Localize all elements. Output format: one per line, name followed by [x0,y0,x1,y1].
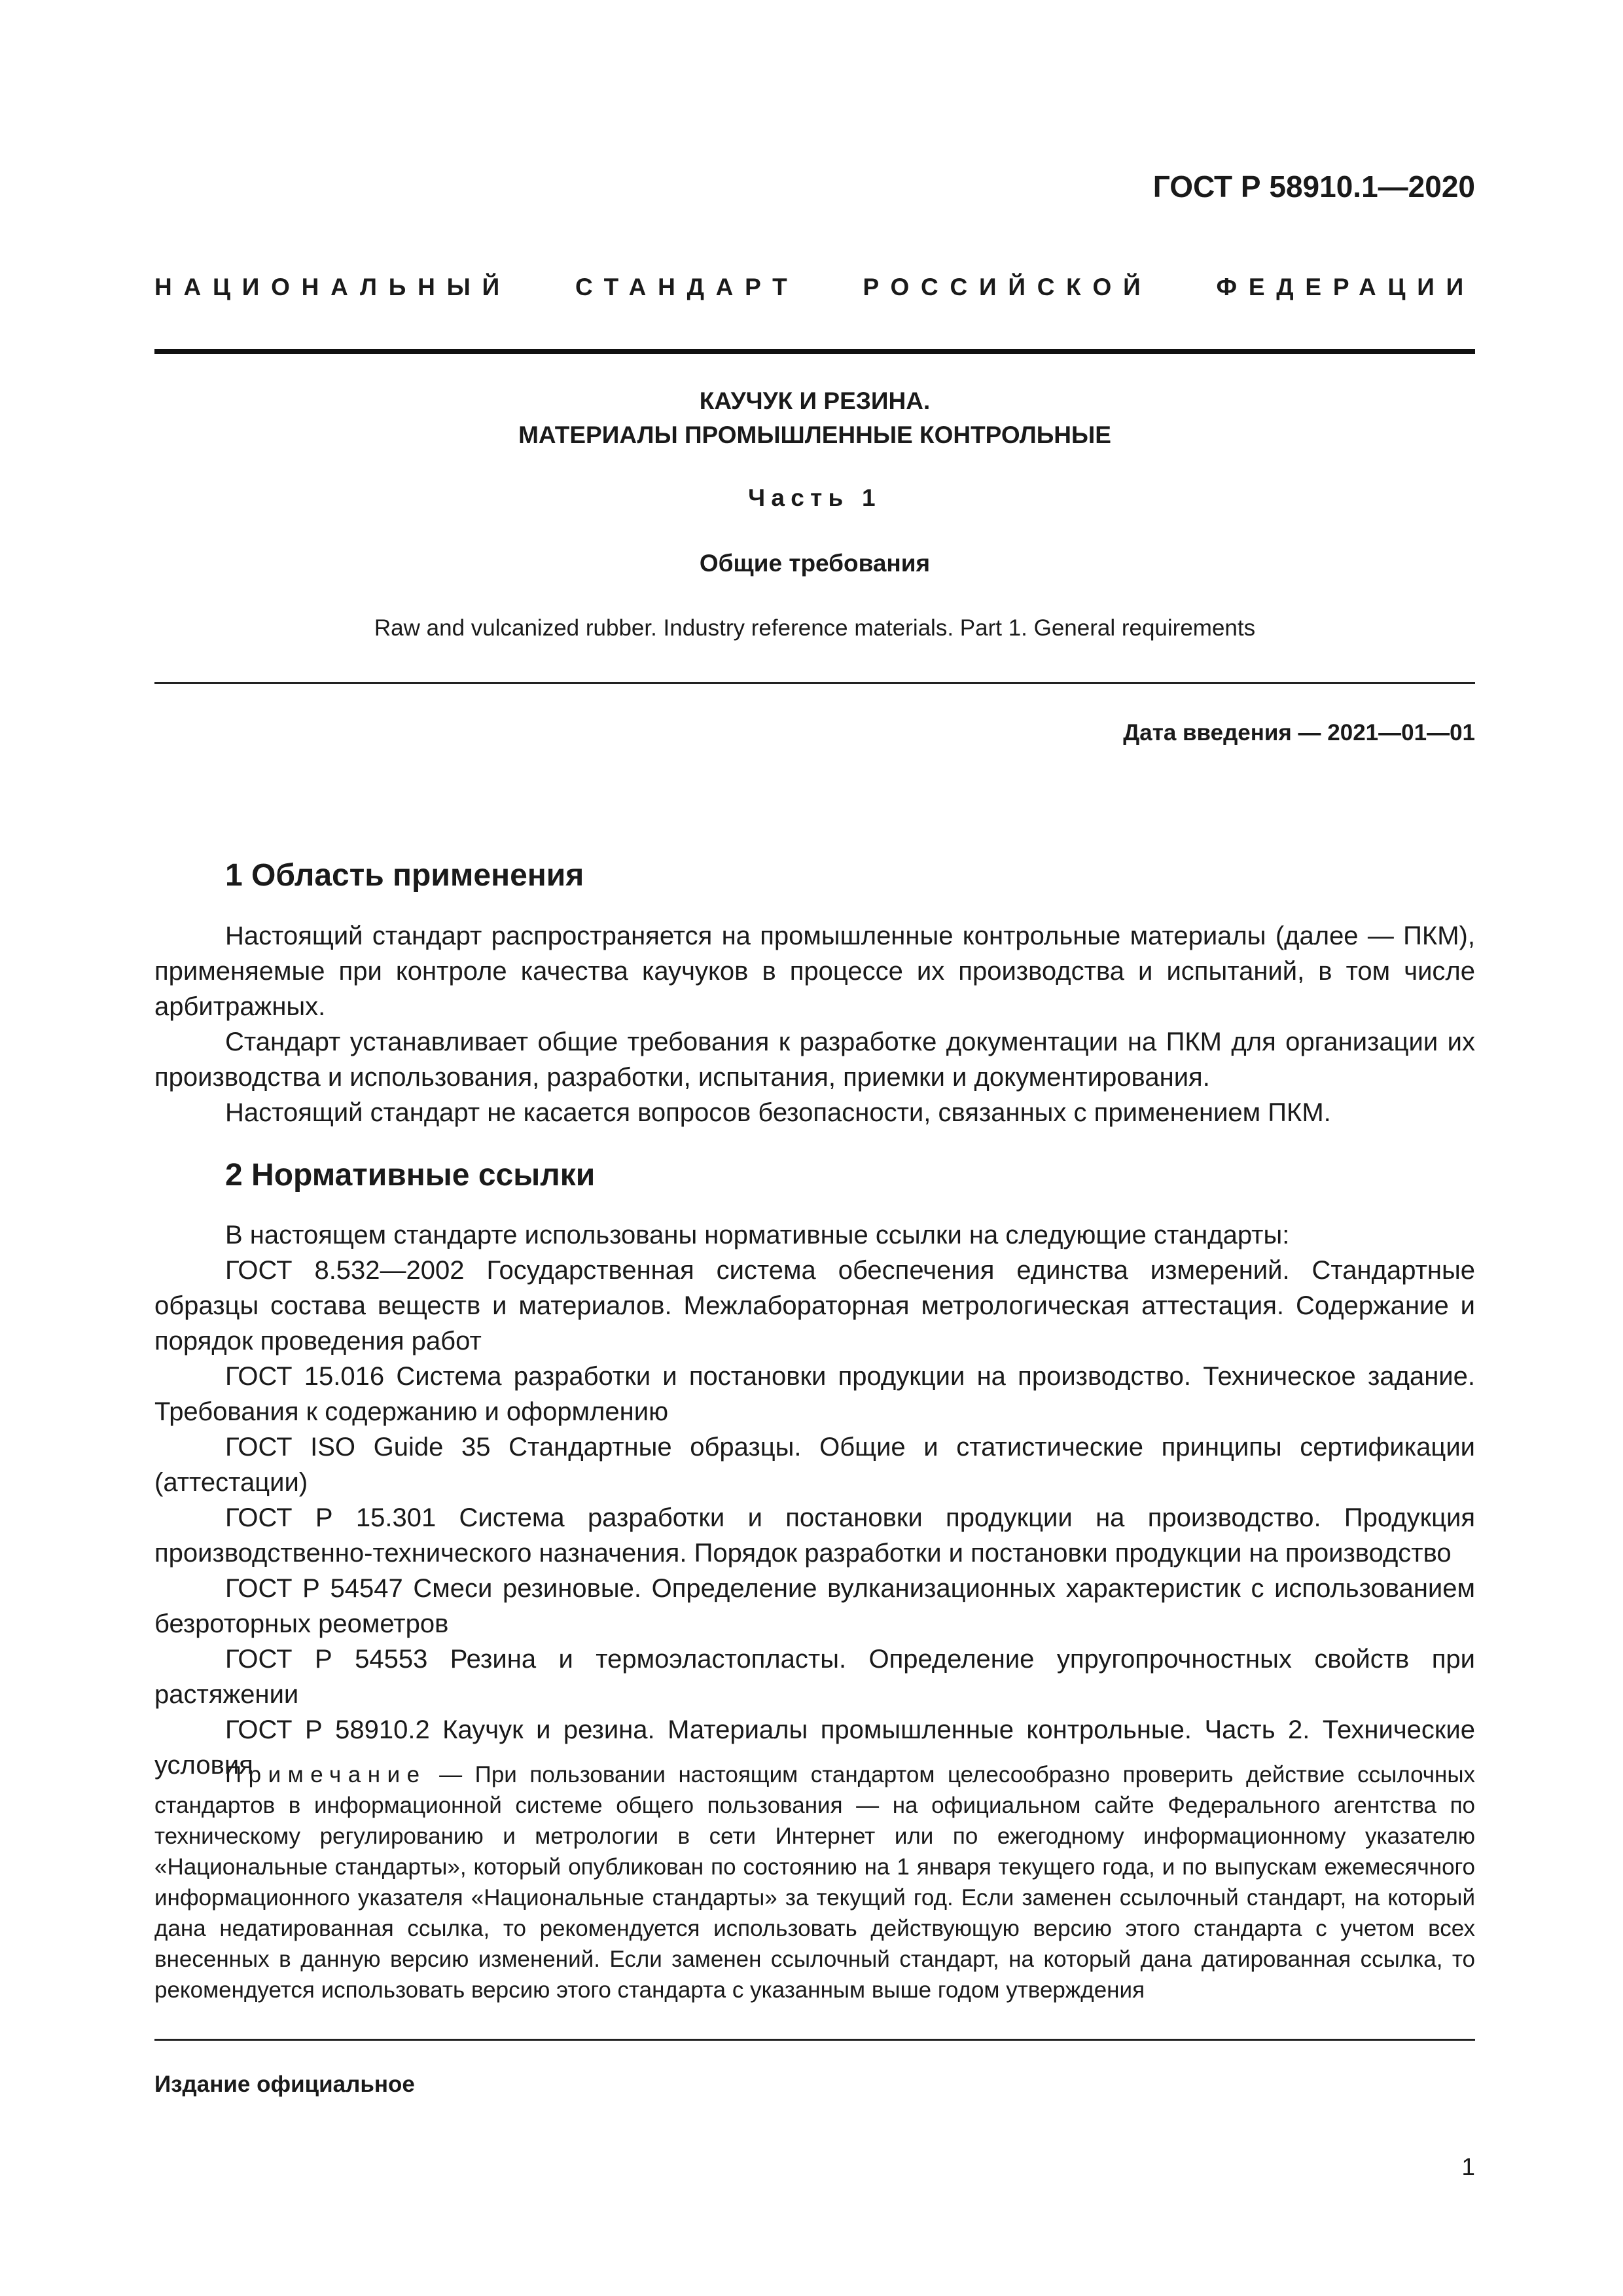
reference-item: ГОСТ Р 58910.2 Каучук и резина. Материалы промышленные контрольные. Часть 2. Технические условия [154,1715,1475,1780]
reference-item: ГОСТ Р 54553 Резина и термоэластопласты. Определение упругопрочностных свойств при растяжении [154,1645,1475,1709]
section-2-heading: 2 Нормативные ссылки [225,1158,596,1193]
title-line-2: МАТЕРИАЛЫ ПРОМЫШЛЕННЫЕ КОНТРОЛЬНЫЕ [518,422,1111,448]
title-divider [154,682,1475,684]
part-label: Часть 1 [748,484,882,511]
note-text: — При пользовании настоящим стандартом целесообразно проверить действие ссылочных стандартов в информационной системе общего пользования — на официальном сайте Федерального агентства по техническому регулированию и метрологии в сети Интернет или по ежегодному информационному указателю «Национальные стандарты», который опубликован по состоянию на 1 января текущего года, и по выпускам ежемесячного информационного указателя «Национальные стандарты» за текущий год. Если заменен ссылочный стандарт, на который дана недатированная ссылка, то рекомендуется использовать действующую версию этого стандарта с учетом всех внесенных в данную версию изменений. Если заменен ссылочный стандарт, на который дана датированная ссылка, то рекомендуется использовать версию этого стандарта с указанным выше годом утверждения [154,1762,1475,2003]
page-number: 1 [1461,2153,1475,2180]
paragraph: Настоящий стандарт распространяется на промышленные контрольные материалы (далее — ПКМ), применяемые при контроле качества каучуков в процессе их производства и испытаний, в том числе арбитражных. [154,922,1475,1021]
section-1-body [154,918,1475,1130]
official-edition-label: Издание официальное [154,2072,415,2097]
paragraph: Настоящий стандарт не касается вопросов безопасности, связанных с применением ПКМ. [225,1098,1331,1127]
introduction-date: Дата введения — 2021—01—01 [1123,720,1475,745]
footer-divider [154,2039,1475,2041]
note-block [154,1759,1475,2005]
section-2-body [154,1217,1475,1783]
document-title [154,384,1475,452]
national-standard-banner: НАЦИОНАЛЬНЫЙ СТАНДАРТ РОССИЙСКОЙ ФЕДЕРАЦИИ [154,274,1475,300]
reference-item: ГОСТ Р 15.301 Система разработки и постановки продукции на производство. Продукция производственно-технического назначения. Порядок разработки и постановки продукции на производство [154,1503,1475,1568]
paragraph: Стандарт устанавливает общие требования к разработке документации на ПКМ для организации их производства и использования, разработки, испытания, приемки и документирования. [154,1028,1475,1092]
reference-item: ГОСТ Р 54547 Смеси резиновые. Определение вулканизационных характеристик с использованием безроторных реометров [154,1574,1475,1638]
english-title: Raw and vulcanized rubber. Industry reference materials. Part 1. General requirements [374,615,1256,641]
section-1-heading: 1 Область применения [225,858,584,893]
document-subtitle: Общие требования [699,550,931,577]
reference-item: ГОСТ 15.016 Система разработки и постановки продукции на производство. Техническое задание. Требования к содержанию и оформлению [154,1362,1475,1426]
reference-item: ГОСТ 8.532—2002 Государственная система обеспечения единства измерений. Стандартные образцы состава веществ и материалов. Межлабораторная метрологическая аттестация. Содержание и порядок проведения работ [154,1256,1475,1355]
document-id: ГОСТ Р 58910.1—2020 [1152,170,1475,204]
paragraph: В настоящем стандарте использованы нормативные ссылки на следующие стандарты: [225,1221,1290,1249]
note-label: Примечание [225,1762,427,1787]
title-line-1: КАУЧУК И РЕЗИНА. [699,387,931,414]
header-divider [154,349,1475,354]
reference-item: ГОСТ ISO Guide 35 Стандартные образцы. Общие и статистические принципы сертификации (аттестации) [154,1433,1475,1497]
